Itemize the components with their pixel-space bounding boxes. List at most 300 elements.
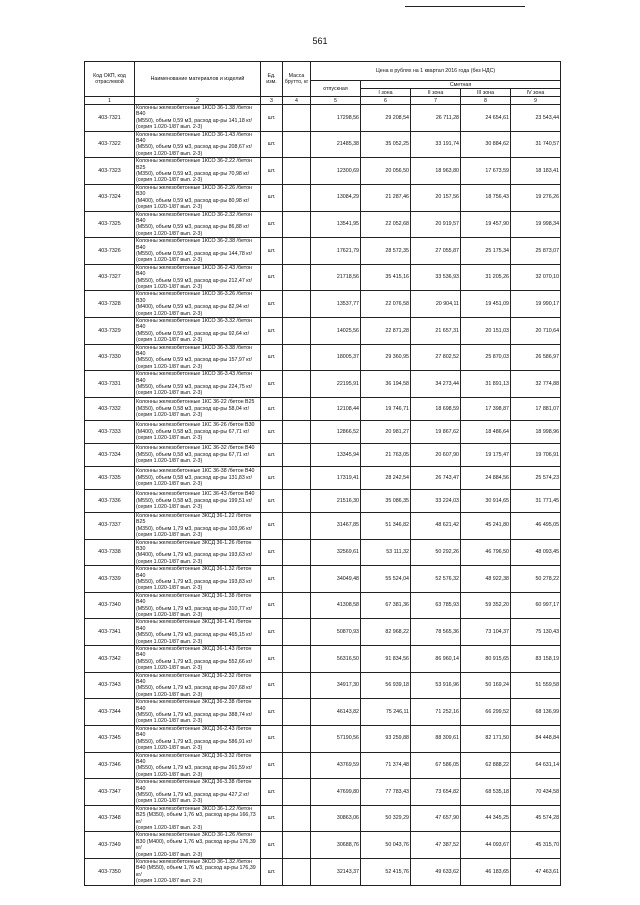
row-zone-1-price: 75 246,11 — [361, 699, 411, 726]
row-name-line: (серия 1.020-1/87 вып. 2-3) — [136, 638, 203, 645]
row-zone-3-price: 46 183,65 — [461, 859, 511, 886]
row-name-line: (серия 1.020-1/87 вып. 2-3) — [136, 481, 203, 488]
table-row — [85, 211, 561, 238]
row-zone-3-price: 17 673,59 — [461, 158, 511, 185]
row-zone-1-price: 35 052,25 — [361, 131, 411, 158]
row-release-price: 12300,69 — [311, 158, 361, 185]
row-name-line: (М550), объем 0,59 м3, расход ар-ры 92,64 кг/ — [136, 330, 250, 337]
row-zone-3-price: 30 914,65 — [461, 489, 511, 512]
row-zone-3-price: 59 352,20 — [461, 592, 511, 619]
row-mass — [283, 211, 311, 238]
row-release-price: 34917,30 — [311, 672, 361, 699]
row-mass — [283, 859, 311, 886]
row-mass — [283, 131, 311, 158]
row-zone-2-price: 63 785,93 — [411, 592, 461, 619]
row-name-line: (серия 1.020-1/87 вып. 2-3) — [136, 718, 203, 725]
row-name-line: (М550), объем 0,58 м3, расход ар-ры 131,83 кг/ — [136, 474, 253, 481]
row-zone-4-price: 25 873,07 — [511, 238, 561, 265]
row-unit: шт. — [261, 211, 283, 238]
row-code: 403-7338 — [85, 539, 135, 566]
row-unit: шт. — [261, 859, 283, 886]
table-row — [85, 672, 561, 699]
row-zone-3-price: 50 169,24 — [461, 672, 511, 699]
row-name-line: (М400), объем 0,59 м3, расход ар-ры 82,94 кг/ — [136, 304, 250, 311]
row-mass — [283, 619, 311, 646]
row-zone-2-price: 71 252,16 — [411, 699, 461, 726]
row-zone-3-price: 45 241,80 — [461, 512, 511, 539]
table-row — [85, 752, 561, 779]
row-zone-2-price: 20 157,56 — [411, 184, 461, 211]
row-unit: шт. — [261, 420, 283, 443]
row-mass — [283, 672, 311, 699]
row-code: 403-7333 — [85, 420, 135, 443]
row-name — [135, 859, 261, 886]
row-name-line: (М550), объем 1,79 м3, расход ар-ры 207,68 кг/ — [136, 685, 253, 692]
table-row — [85, 859, 561, 886]
row-name — [135, 420, 261, 443]
table-row — [85, 779, 561, 806]
row-name-line: Колонны железобетонные 1КСО 36-3.26 /бетон В30 — [136, 291, 252, 304]
row-unit: шт. — [261, 832, 283, 859]
row-release-price: 50870,93 — [311, 619, 361, 646]
row-zone-4-price: 26 586,97 — [511, 344, 561, 371]
row-zone-3-price: 24 654,61 — [461, 105, 511, 132]
row-code: 403-7348 — [85, 805, 135, 832]
price-table — [84, 61, 561, 886]
table-row — [85, 566, 561, 593]
row-zone-1-price: 36 194,58 — [361, 371, 411, 398]
row-mass — [283, 512, 311, 539]
row-release-price: 14025,56 — [311, 318, 361, 345]
row-zone-1-price: 20 981,27 — [361, 420, 411, 443]
row-mass — [283, 105, 311, 132]
row-name-line: (серия 1.020-1/87 вып. 2-3) — [136, 558, 203, 565]
row-mass — [283, 466, 311, 489]
row-code: 403-7341 — [85, 619, 135, 646]
row-release-price: 17621,79 — [311, 238, 361, 265]
row-unit: шт. — [261, 105, 283, 132]
row-name-line: В40 (М550), объем 1,76 м3, расход ар-ры 176,39 кг/ — [136, 865, 256, 878]
row-name-line: (серия 1.020-1/87 вып. 2-3) — [136, 532, 203, 539]
row-zone-1-price: 22 052,68 — [361, 211, 411, 238]
row-zone-1-price: 20 056,50 — [361, 158, 411, 185]
row-zone-3-price: 66 299,52 — [461, 699, 511, 726]
row-mass — [283, 646, 311, 673]
row-name — [135, 131, 261, 158]
row-zone-4-price: 51 559,58 — [511, 672, 561, 699]
row-release-price: 41308,58 — [311, 592, 361, 619]
row-zone-2-price: 33 191,74 — [411, 131, 461, 158]
row-zone-2-price: 34 273,44 — [411, 371, 461, 398]
row-name-line: (М350), объем 0,58 м3, расход ар-ры 58,04 кг/ — [136, 405, 250, 412]
row-mass — [283, 489, 311, 512]
row-zone-3-price: 25 870,03 — [461, 344, 511, 371]
row-zone-3-price: 30 884,62 — [461, 131, 511, 158]
row-name-line: (серия 1.020-1/87 вып. 2-3) — [136, 150, 203, 157]
table-row — [85, 832, 561, 859]
row-zone-2-price: 18 963,80 — [411, 158, 461, 185]
row-release-price: 30863,06 — [311, 805, 361, 832]
row-name — [135, 466, 261, 489]
row-zone-2-price: 47 387,52 — [411, 832, 461, 859]
row-name-line: (М550), объем 1,79 м3, расход ар-ры 261,59 кг/ — [136, 765, 253, 772]
header-zone-1: I зона — [361, 89, 411, 97]
row-name-line: (серия 1.020-1/87 вып. 2-3) — [136, 124, 203, 131]
row-zone-1-price: 19 746,71 — [361, 397, 411, 420]
row-release-price: 13345,94 — [311, 443, 361, 466]
row-mass — [283, 566, 311, 593]
row-name-line: (серия 1.020-1/87 вып. 2-3) — [136, 691, 203, 698]
row-zone-4-price: 70 434,58 — [511, 779, 561, 806]
row-name-line: (М550), объем 0,58 м3, расход ар-ры 67,71 кг/ — [136, 451, 250, 458]
row-mass — [283, 592, 311, 619]
table-row — [85, 131, 561, 158]
row-zone-4-price: 19 990,17 — [511, 291, 561, 318]
row-zone-3-price: 80 915,65 — [461, 646, 511, 673]
row-zone-2-price: 33 224,03 — [411, 489, 461, 512]
row-release-price: 13084,29 — [311, 184, 361, 211]
header-name: Наименование материалов и изделий — [135, 62, 261, 97]
row-release-price: 21718,56 — [311, 264, 361, 291]
row-zone-2-price: 33 536,93 — [411, 264, 461, 291]
row-unit: шт. — [261, 752, 283, 779]
row-mass — [283, 291, 311, 318]
row-release-price: 56316,50 — [311, 646, 361, 673]
table-row — [85, 264, 561, 291]
row-name-line: (серия 1.020-1/87 вып. 2-3) — [136, 824, 203, 831]
row-zone-2-price: 88 309,61 — [411, 725, 461, 752]
row-zone-1-price: 22 076,58 — [361, 291, 411, 318]
row-name-line: Колонны железобетонные 3КСД 36-1.38 /бетон В40 — [136, 592, 252, 606]
table-row — [85, 105, 561, 132]
row-zone-1-price: 52 415,76 — [361, 859, 411, 886]
row-name-line: (серия 1.020-1/87 вып. 2-3) — [136, 611, 203, 618]
row-zone-1-price: 28 242,54 — [361, 466, 411, 489]
row-zone-4-price: 32 070,10 — [511, 264, 561, 291]
row-name-line: (серия 1.020-1/87 вып. 2-3) — [136, 851, 203, 858]
row-zone-2-price: 52 576,32 — [411, 566, 461, 593]
row-code: 403-7328 — [85, 291, 135, 318]
table-row — [85, 646, 561, 673]
table-body — [85, 105, 561, 886]
row-name-line: (серия 1.020-1/87 вып. 2-3) — [136, 504, 203, 511]
row-name-line: (серия 1.020-1/87 вып. 2-3) — [136, 390, 203, 397]
row-zone-4-price: 45 574,28 — [511, 805, 561, 832]
row-zone-1-price: 77 783,43 — [361, 779, 411, 806]
row-zone-1-price: 91 834,56 — [361, 646, 411, 673]
row-code: 403-7334 — [85, 443, 135, 466]
table-row — [85, 318, 561, 345]
row-name-line: (серия 1.020-1/87 вып. 2-3) — [136, 177, 203, 184]
row-release-price: 12866,52 — [311, 420, 361, 443]
row-zone-4-price: 32 774,88 — [511, 371, 561, 398]
row-unit: шт. — [261, 489, 283, 512]
row-zone-1-price: 21 763,05 — [361, 443, 411, 466]
row-name — [135, 264, 261, 291]
row-zone-1-price: 71 374,48 — [361, 752, 411, 779]
row-zone-4-price: 64 631,14 — [511, 752, 561, 779]
row-zone-1-price: 82 968,22 — [361, 619, 411, 646]
row-unit: шт. — [261, 443, 283, 466]
row-name-line: (серия 1.020-1/87 вып. 2-3) — [136, 283, 203, 290]
row-zone-1-price: 51 346,82 — [361, 512, 411, 539]
row-zone-4-price: 18 183,41 — [511, 158, 561, 185]
row-unit: шт. — [261, 672, 283, 699]
row-zone-4-price: 25 574,23 — [511, 466, 561, 489]
row-code: 403-7346 — [85, 752, 135, 779]
row-zone-4-price: 45 315,70 — [511, 832, 561, 859]
row-release-price: 13537,77 — [311, 291, 361, 318]
header-zone-2: II зона — [411, 89, 461, 97]
row-name — [135, 344, 261, 371]
row-code: 403-7344 — [85, 699, 135, 726]
row-zone-2-price: 26 711,28 — [411, 105, 461, 132]
row-unit: шт. — [261, 539, 283, 566]
row-zone-1-price: 93 259,88 — [361, 725, 411, 752]
row-zone-1-price: 35 415,16 — [361, 264, 411, 291]
row-name-line: (серия 1.020-1/87 вып. 2-3) — [136, 745, 203, 752]
row-name-line: Колонны железобетонные 1КС 36-26 /бетон В30 — [136, 422, 255, 429]
header-num-8: 8 — [461, 97, 511, 105]
row-release-price: 22195,91 — [311, 371, 361, 398]
row-unit: шт. — [261, 592, 283, 619]
table-row — [85, 443, 561, 466]
row-release-price: 17319,41 — [311, 466, 361, 489]
row-zone-1-price: 50 329,29 — [361, 805, 411, 832]
row-mass — [283, 752, 311, 779]
row-zone-3-price: 19 457,90 — [461, 211, 511, 238]
row-zone-3-price: 31 891,13 — [461, 371, 511, 398]
row-code: 403-7339 — [85, 566, 135, 593]
row-zone-3-price: 82 171,50 — [461, 725, 511, 752]
row-zone-2-price: 48 621,42 — [411, 512, 461, 539]
row-zone-4-price: 84 448,84 — [511, 725, 561, 752]
row-name-line: Колонны железобетонные 3КСД 36-1.41 /бетон В40 — [136, 619, 252, 632]
row-unit: шт. — [261, 264, 283, 291]
row-name-line: (М550), объем 1,79 м3, расход ар-ры 310,77 кг/ — [136, 605, 253, 612]
row-code: 403-7322 — [85, 131, 135, 158]
table-row — [85, 466, 561, 489]
row-name-line: В30 (М400), объем 1,76 м3, расход ар-ры 176,39 кг/ — [136, 838, 256, 852]
row-name-line: (серия 1.020-1/87 вып. 2-3) — [136, 412, 203, 419]
row-zone-3-price: 25 175,34 — [461, 238, 511, 265]
row-name-line: Колонны железобетонные 1КС 36-32 /бетон В40 — [136, 445, 255, 452]
row-release-price: 31467,85 — [311, 512, 361, 539]
row-code: 403-7324 — [85, 184, 135, 211]
row-zone-4-price: 31 771,45 — [511, 489, 561, 512]
row-name-line: Колонны железобетонные 1КСО 36-2.38 /бетон В40 — [136, 238, 252, 251]
row-name-line: (серия 1.020-1/87 вып. 2-3) — [136, 771, 203, 778]
row-name-line: (М550), объем 0,58 м3, расход ар-ры 199,51 кг/ — [136, 497, 253, 504]
row-zone-3-price: 20 151,03 — [461, 318, 511, 345]
row-name-line: Колонны железобетонные 3КСД 36-2.43 /бетон В40 — [136, 725, 252, 739]
header-unit: Ед. изм. — [261, 62, 283, 97]
table-row — [85, 489, 561, 512]
row-name-line: (М550), объем 0,59 м3, расход ар-ры 224,75 кг/ — [136, 384, 253, 391]
row-name-line: Колонны железобетонные 3КСО 36-1.32 /бетон — [136, 859, 252, 865]
row-zone-4-price: 20 710,64 — [511, 318, 561, 345]
row-zone-2-price: 26 743,47 — [411, 466, 461, 489]
header-num-6: 6 — [361, 97, 411, 105]
row-unit: шт. — [261, 805, 283, 832]
row-code: 403-7350 — [85, 859, 135, 886]
row-zone-2-price: 20 919,57 — [411, 211, 461, 238]
row-name — [135, 699, 261, 726]
row-zone-1-price: 22 871,28 — [361, 318, 411, 345]
row-zone-1-price: 53 111,32 — [361, 539, 411, 566]
row-zone-3-price: 19 175,47 — [461, 443, 511, 466]
table-row — [85, 344, 561, 371]
row-unit: шт. — [261, 646, 283, 673]
row-name — [135, 184, 261, 211]
row-zone-1-price: 21 287,46 — [361, 184, 411, 211]
row-name-line: (М550), объем 1,79 м3, расход ар-ры 586,91 кг/ — [136, 738, 253, 745]
row-unit: шт. — [261, 238, 283, 265]
row-name-line: Колонны железобетонные 1КСО 36-2.22 /бетон В25 — [136, 158, 252, 171]
row-unit: шт. — [261, 131, 283, 158]
row-name — [135, 672, 261, 699]
row-name-line: Колонны железобетонные 1КС 36-22 /бетон В25 — [136, 399, 255, 406]
row-unit: шт. — [261, 371, 283, 398]
row-zone-1-price: 35 086,35 — [361, 489, 411, 512]
row-code: 403-7330 — [85, 344, 135, 371]
row-zone-1-price: 28 572,35 — [361, 238, 411, 265]
header-mass: Масса брутто, кг — [283, 62, 311, 97]
row-name-line: Колонны железобетонные 3КСД 36-1.22 /бетон В25 — [136, 512, 252, 526]
row-zone-2-price: 50 292,26 — [411, 539, 461, 566]
table-row — [85, 805, 561, 832]
row-name — [135, 805, 261, 832]
row-mass — [283, 264, 311, 291]
row-name — [135, 725, 261, 752]
row-name-line: (серия 1.020-1/87 вып. 2-3) — [136, 363, 203, 370]
row-zone-4-price: 19 998,34 — [511, 211, 561, 238]
row-zone-4-price: 83 158,19 — [511, 646, 561, 673]
row-zone-3-price: 24 884,56 — [461, 466, 511, 489]
row-release-price: 32143,37 — [311, 859, 361, 886]
header-num-7: 7 — [411, 97, 461, 105]
row-zone-4-price: 17 881,07 — [511, 397, 561, 420]
row-name-line: (серия 1.020-1/87 вып. 2-3) — [136, 665, 203, 672]
row-code: 403-7342 — [85, 646, 135, 673]
row-mass — [283, 184, 311, 211]
row-unit: шт. — [261, 291, 283, 318]
row-zone-2-price: 20 607,90 — [411, 443, 461, 466]
table-row — [85, 619, 561, 646]
header-num-9: 9 — [511, 97, 561, 105]
row-name-line: (серия 1.020-1/87 вып. 2-3) — [136, 798, 203, 805]
table-row — [85, 592, 561, 619]
row-zone-2-price: 67 586,05 — [411, 752, 461, 779]
row-mass — [283, 397, 311, 420]
row-zone-1-price: 55 524,04 — [361, 566, 411, 593]
row-name-line: (серия 1.020-1/87 вып. 2-3) — [136, 257, 203, 264]
table-row — [85, 184, 561, 211]
row-zone-4-price: 47 463,61 — [511, 859, 561, 886]
row-release-price: 21485,38 — [311, 131, 361, 158]
row-code: 403-7326 — [85, 238, 135, 265]
row-mass — [283, 779, 311, 806]
row-mass — [283, 158, 311, 185]
header-code: Код ОКП, код отраслевой — [85, 62, 135, 97]
row-name — [135, 238, 261, 265]
row-name-line: Колонны железобетонные 3КСД 36-3.32 /бетон В40 — [136, 752, 252, 765]
row-release-price: 30688,76 — [311, 832, 361, 859]
row-name — [135, 489, 261, 512]
row-name-line: Колонны железобетонные 3КСД 36-1.32 /бетон В40 — [136, 566, 252, 579]
row-mass — [283, 699, 311, 726]
row-zone-3-price: 68 535,18 — [461, 779, 511, 806]
row-name-line: (серия 1.020-1/87 вып. 2-3) — [136, 458, 203, 465]
row-name — [135, 512, 261, 539]
row-name-line: (серия 1.020-1/87 вып. 2-3) — [136, 585, 203, 592]
row-zone-1-price: 29 360,95 — [361, 344, 411, 371]
row-zone-3-price: 73 104,37 — [461, 619, 511, 646]
header-num-1: 1 — [85, 97, 135, 105]
table-row — [85, 420, 561, 443]
row-name-line: (М400), объем 0,58 м3, расход ар-ры 67,71 кг/ — [136, 428, 250, 435]
row-name — [135, 371, 261, 398]
row-release-price: 12108,44 — [311, 397, 361, 420]
row-name-line: Колонны железобетонные 3КСО 36-1.22 /бетон — [136, 805, 252, 812]
row-name-line: (М400), объем 1,79 м3, расход ар-ры 193,63 кг/ — [136, 552, 253, 559]
row-name-line: (М550), объем 1,79 м3, расход ар-ры 193,83 кг/ — [136, 578, 253, 585]
row-zone-2-price: 19 867,62 — [411, 420, 461, 443]
row-name-line: В25 (М350), объем 1,76 м3, расход ар-ры 166,73 кг/ — [136, 812, 256, 825]
row-name-line: Колонны железобетонные 3КСД 36-3.38 /бетон В40 — [136, 779, 252, 792]
row-zone-4-price: 60 997,17 — [511, 592, 561, 619]
row-zone-2-price: 73 654,82 — [411, 779, 461, 806]
row-mass — [283, 238, 311, 265]
row-zone-4-price: 19 706,91 — [511, 443, 561, 466]
row-code: 403-7329 — [85, 318, 135, 345]
table-row — [85, 512, 561, 539]
row-zone-2-price: 18 698,59 — [411, 397, 461, 420]
row-mass — [283, 318, 311, 345]
row-zone-2-price: 21 657,31 — [411, 318, 461, 345]
row-zone-2-price: 20 904,11 — [411, 291, 461, 318]
row-name-line: Колонны железобетонные 1КСО 36-3.43 /бетон В40 — [136, 371, 252, 384]
row-code: 403-7347 — [85, 779, 135, 806]
header-num-4: 4 — [283, 97, 311, 105]
row-name-line: (серия 1.020-1/87 вып. 2-3) — [136, 230, 203, 237]
row-zone-3-price: 18 486,64 — [461, 420, 511, 443]
row-mass — [283, 420, 311, 443]
row-name-line: Колонны железобетонные 1КСО 36-3.32 /бетон В40 — [136, 318, 252, 331]
row-name-line: (М550), объем 0,59 м3, расход ар-ры 144,78 кг/ — [136, 250, 253, 257]
row-zone-4-price: 19 276,26 — [511, 184, 561, 211]
row-name — [135, 318, 261, 345]
row-code: 403-7340 — [85, 592, 135, 619]
row-name — [135, 752, 261, 779]
row-code: 403-7323 — [85, 158, 135, 185]
row-name-line: Колонны железобетонные 1КСО 36-2.43 /бетон В40 — [136, 264, 252, 278]
row-zone-1-price: 56 939,18 — [361, 672, 411, 699]
row-name-line: (М550), объем 1,79 м3, расход ар-ры 552,66 кг/ — [136, 658, 253, 665]
row-zone-4-price: 23 543,44 — [511, 105, 561, 132]
row-name-line: Колонны железобетонные 1КС 36-38 /бетон В40 — [136, 468, 255, 475]
row-code: 403-7332 — [85, 397, 135, 420]
row-zone-3-price: 19 451,09 — [461, 291, 511, 318]
row-mass — [283, 805, 311, 832]
row-zone-2-price: 49 633,62 — [411, 859, 461, 886]
row-name — [135, 592, 261, 619]
table-row — [85, 158, 561, 185]
header-zone-3: III зона — [461, 89, 511, 97]
row-zone-2-price: 27 802,52 — [411, 344, 461, 371]
row-name-line: (серия 1.020-1/87 вып. 2-3) — [136, 878, 203, 885]
row-name-line: (М550), объем 0,59 м3, расход ар-ры 157,97 кг/ — [136, 357, 253, 364]
